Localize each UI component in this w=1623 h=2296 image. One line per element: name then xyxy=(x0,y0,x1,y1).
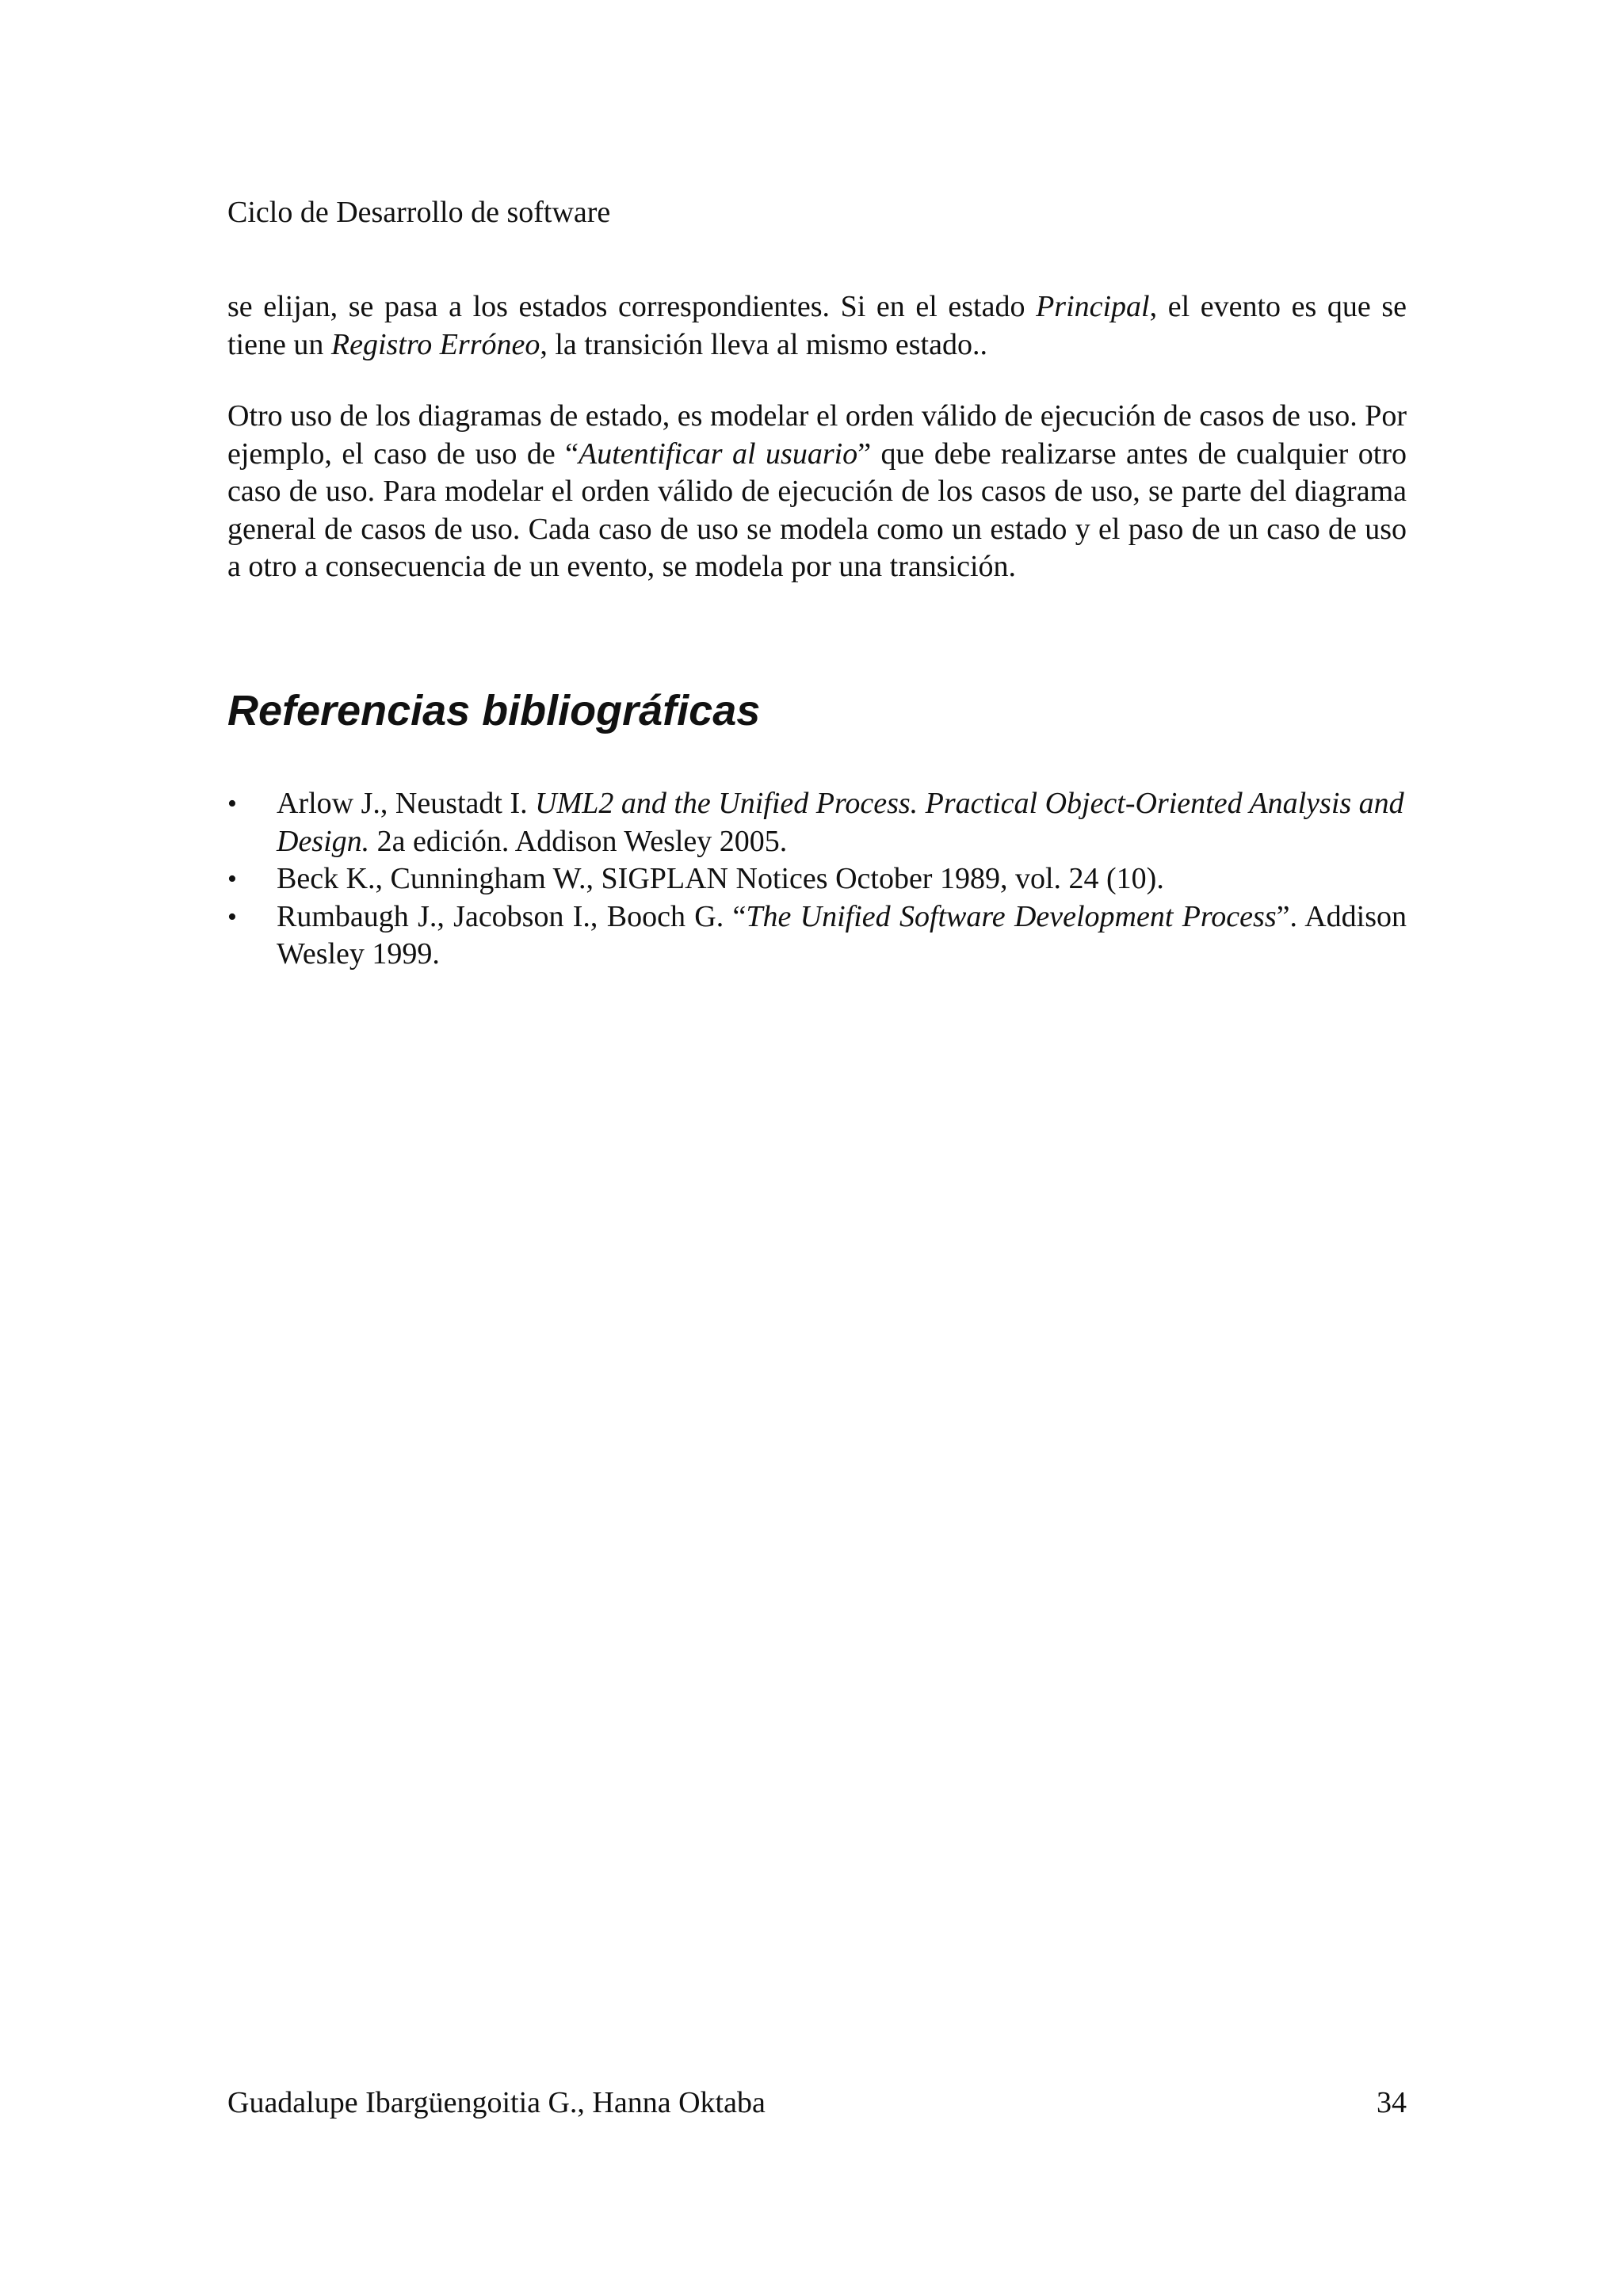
body-paragraph xyxy=(227,398,1407,586)
paragraph-text: Otro uso de los diagramas de estado, es modelar el orden válido de ejecución de casos de uso. Por ejemplo, el caso de uso de “ xyxy=(227,399,1407,471)
section-heading: Referencias bibliográficas xyxy=(227,687,761,734)
reference-text: Beck K., Cunningham W., SIGPLAN Notices October 1989, vol. 24 (10). xyxy=(277,862,1164,895)
bullet-icon: • xyxy=(227,864,237,894)
reference-item xyxy=(227,860,1407,898)
bullet-icon: • xyxy=(227,789,237,818)
paragraph-text: se elijan, se pasa a los estados correspondientes. Si en el estado xyxy=(227,290,1037,323)
reference-title: The Unified Software Development Process xyxy=(746,899,1277,933)
reference-list xyxy=(227,785,1407,974)
reference-item xyxy=(227,785,1407,860)
reference-title: UML2 and the Unified Process. Practical Object-Oriented Analysis and Design. xyxy=(277,787,1404,858)
italic-term: Principal xyxy=(1036,290,1150,323)
running-footer-authors: Guadalupe Ibargüengoitia G., Hanna Oktaba xyxy=(227,2086,766,2119)
reference-item xyxy=(227,898,1407,974)
bullet-icon: • xyxy=(227,902,237,932)
reference-publisher: 2a edición. Addison Wesley 2005. xyxy=(369,824,788,858)
paragraph-text: ” que debe realizarse antes de cualquier otro caso de uso. Para modelar el orden válido de ejecución de los casos de uso, se parte del diagrama general de casos de uso. Cada caso de uso se modela como un estado y el paso de un caso de uso a otro a consecuencia de un evento, se modela por una transición. xyxy=(227,437,1407,583)
italic-term: Registro Erróneo xyxy=(330,327,540,361)
reference-publisher: ”. Addison Wesley 1999. xyxy=(277,899,1407,971)
running-header: Ciclo de Desarrollo de software xyxy=(227,196,611,229)
reference-authors: Arlow J., Neustadt I. xyxy=(277,787,536,820)
reference-authors: Rumbaugh J., Jacobson I., Booch G. “ xyxy=(277,899,747,933)
paragraph-text: , la transición lleva al mismo estado.. xyxy=(540,327,987,361)
body-paragraph xyxy=(227,288,1407,364)
page-number: 34 xyxy=(1377,2086,1407,2119)
italic-term: Autentificar al usuario xyxy=(579,437,858,471)
paragraph-text: , el evento es que se tiene un xyxy=(227,290,1407,361)
